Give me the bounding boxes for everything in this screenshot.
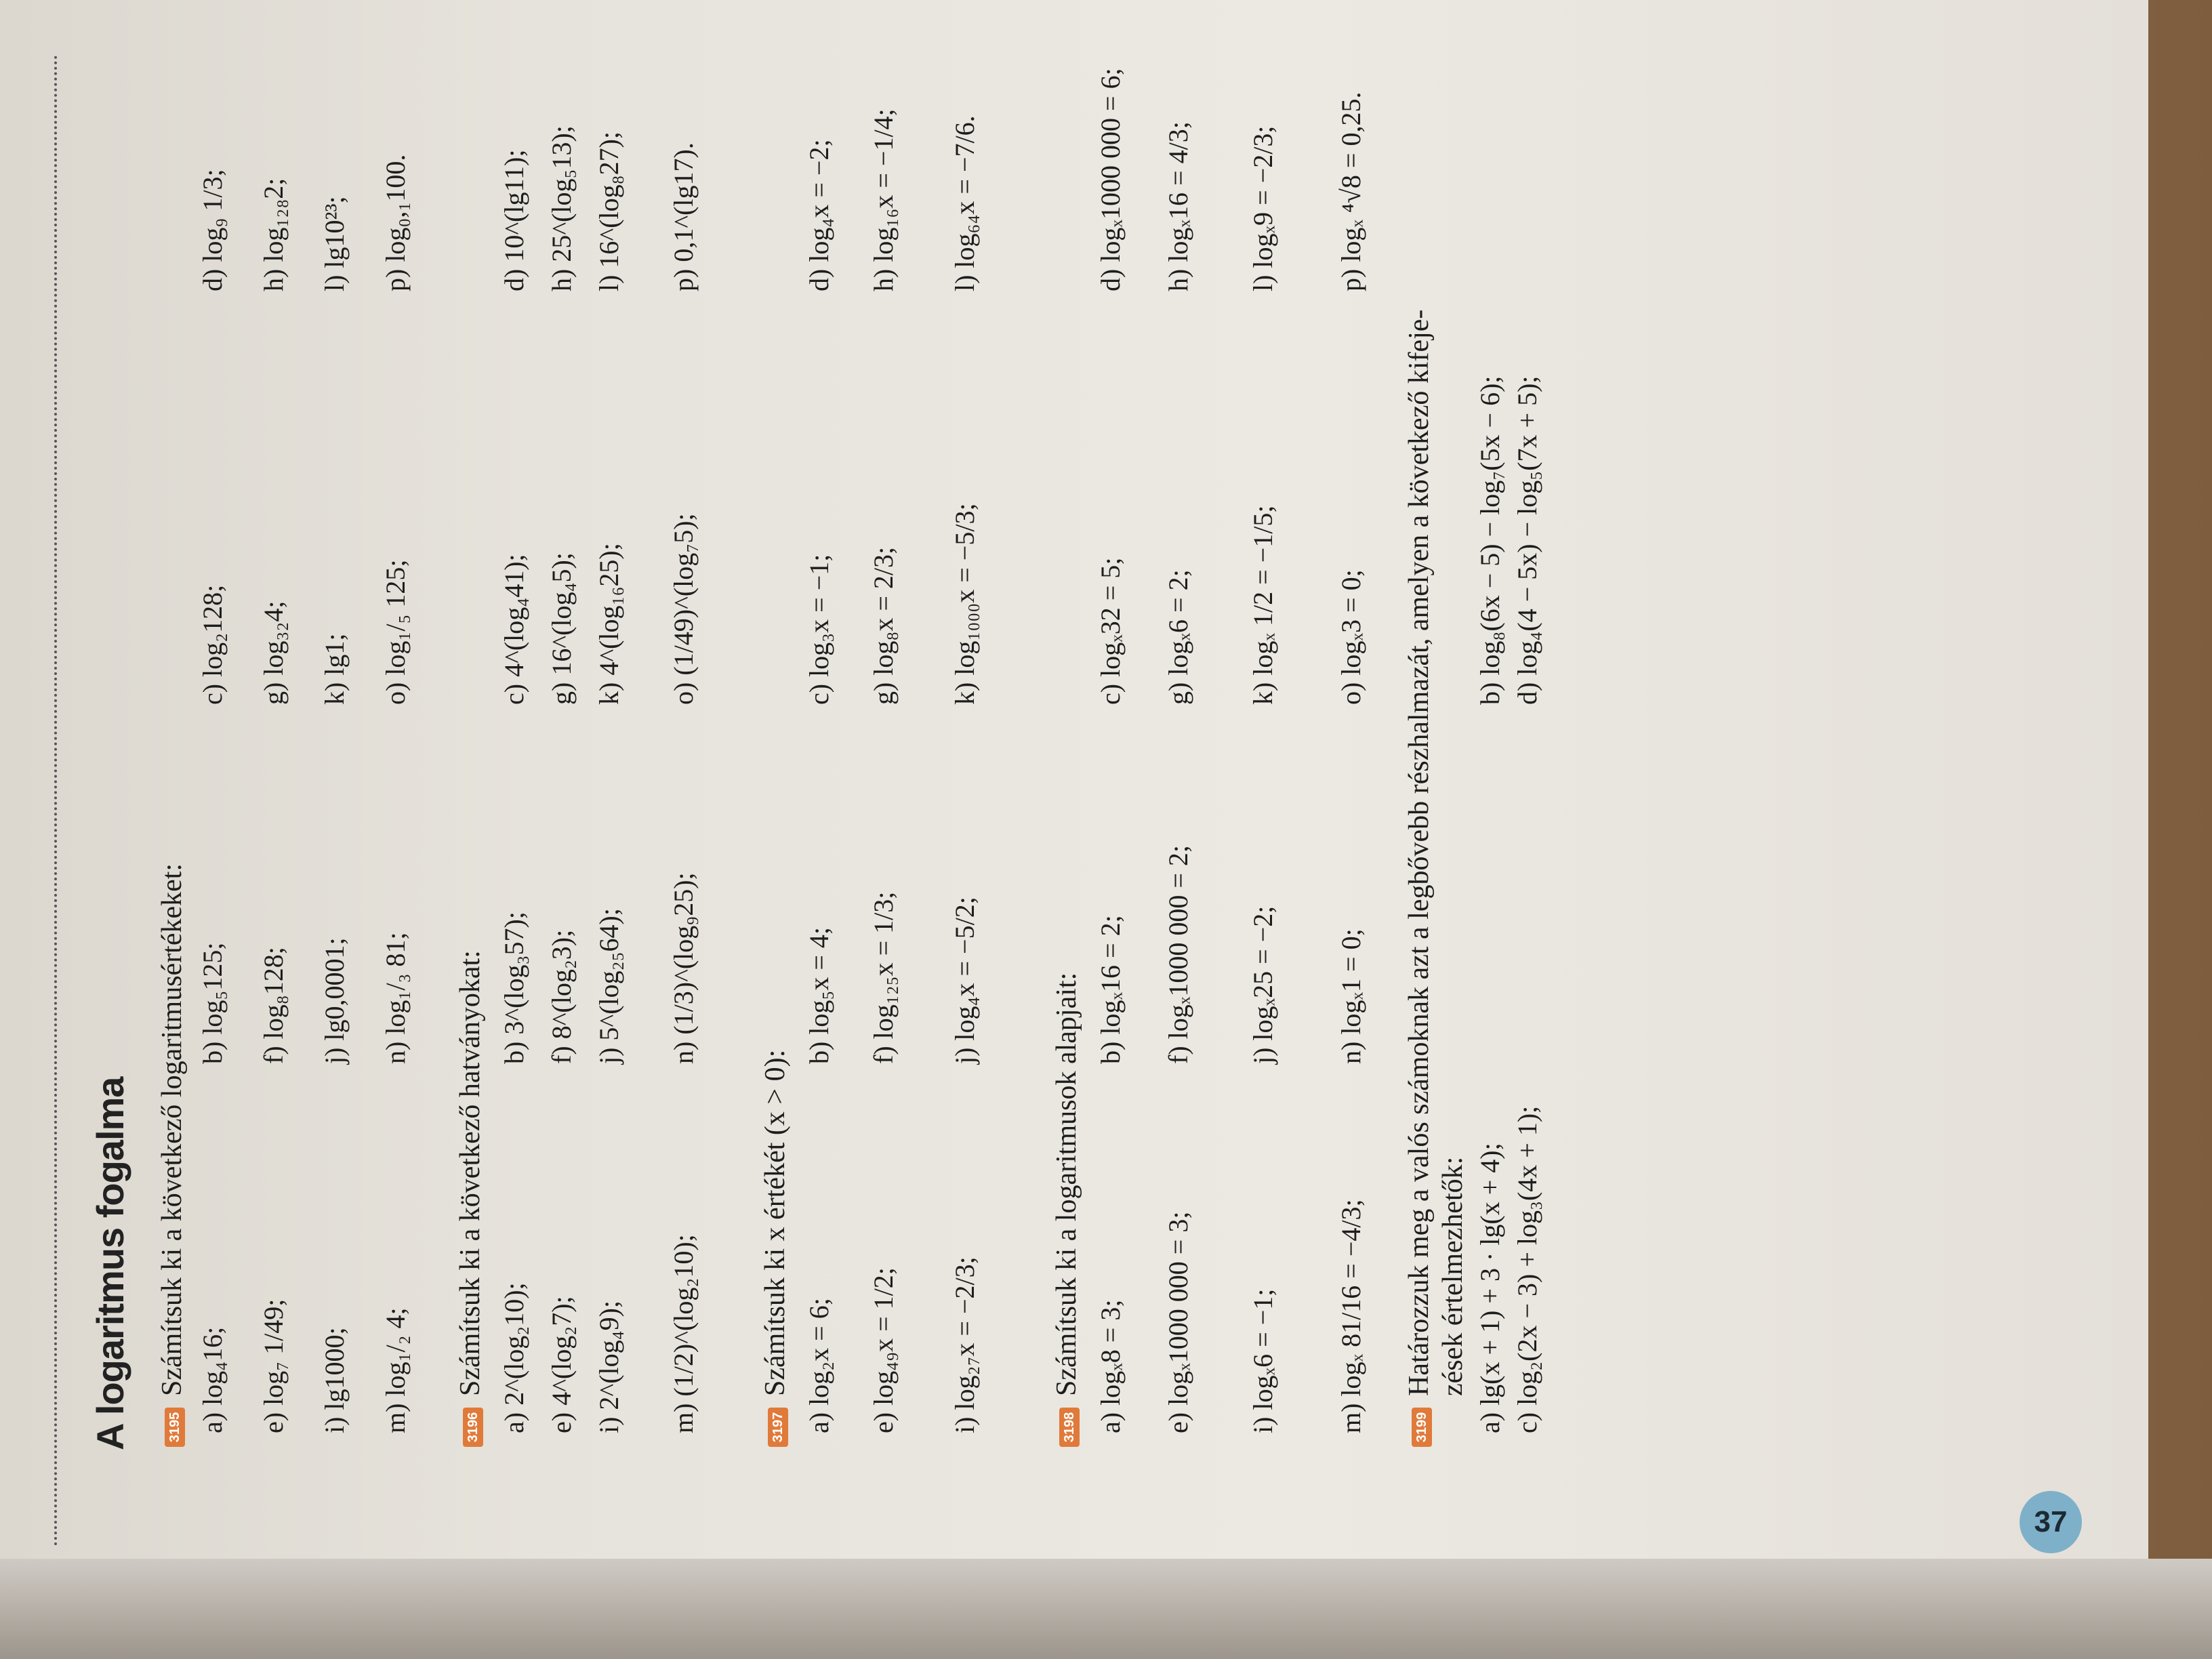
ex3196-item: f) 8^(log₂3);	[546, 929, 577, 1064]
exercise-3199-instruction: Határozzuk meg a valós számoknak azt a legbővebb részhalmazát, amelyen a következő kifeje-	[1404, 309, 1435, 1396]
ex3196-item: g) 16^(log₄5);	[546, 552, 577, 705]
ex3195-item: k) lg1;	[319, 633, 350, 705]
ex3198-item: g) logₓ6 = 2;	[1163, 569, 1193, 705]
ex3198-item: i) logₓ6 = −1;	[1248, 1288, 1278, 1433]
ex3196-item: p) 0,1^(lg17).	[668, 142, 699, 291]
ex3195-item: e) log₇ 1/49;	[258, 1298, 289, 1433]
ex3196-item: i) 2^(log₄9);	[594, 1300, 624, 1433]
top-dotted-rule	[54, 54, 57, 1545]
ex3198-item: n) logₓ1 = 0;	[1336, 928, 1366, 1064]
ex3198-item: e) logₓ1000 000 = 3;	[1163, 1211, 1193, 1433]
ex3198-item: m) logₓ 81/16 = −4/3;	[1336, 1199, 1366, 1433]
ex3196-item: h) 25^(log₅13);	[546, 125, 577, 291]
ex3197-item: l) log₆₄x = −7/6.	[949, 115, 980, 291]
ex3195-item: l) lg10²³;	[319, 196, 350, 291]
ex3199-item: b) log₈(6x − 5) − log₇(5x − 6);	[1475, 375, 1505, 705]
exercise-badge-3195: 3195	[165, 1408, 185, 1447]
page-gutter	[0, 1559, 2212, 1659]
ex3198-item: o) logₓ3 = 0;	[1336, 569, 1366, 705]
ex3196-item: n) (1/3)^(log₉25);	[668, 872, 699, 1064]
ex3195-item: g) log₃₂4;	[258, 600, 289, 705]
ex3197-item: d) log₄x = −2;	[804, 139, 834, 291]
ex3195-item: o) log₁/₅ 125;	[380, 559, 411, 705]
ex3196-item: d) 10^(lg11);	[499, 149, 529, 291]
exercise-badge-3197: 3197	[768, 1408, 788, 1447]
ex3196-item: o) (1/49)^(log₇5);	[668, 513, 699, 705]
ex3195-item: i) lg1000;	[319, 1327, 350, 1433]
ex3198-item: b) logₓ16 = 2;	[1095, 915, 1126, 1064]
ex3196-item: e) 4^(log₂7);	[546, 1296, 577, 1433]
ex3197-item: b) log₅x = 4;	[804, 926, 834, 1064]
ex3197-item: j) log₄x = −5/2;	[949, 897, 980, 1064]
ex3198-item: d) logₓ1000 000 = 6;	[1095, 68, 1126, 291]
ex3197-item: a) log₂x = 6;	[804, 1298, 834, 1433]
ex3195-item: j) lg0,0001;	[319, 937, 350, 1064]
exercise-3199-instruction-cont: zések értelmezhetők:	[1437, 1156, 1469, 1396]
ex3198-item: l) logₓ9 = −2/3;	[1248, 125, 1278, 291]
ex3197-item: e) log₄₉x = 1/2;	[868, 1267, 899, 1433]
ex3196-item: k) 4^(log₁₆25);	[594, 543, 624, 705]
ex3197-item: f) log₁₂₅x = 1/3;	[868, 891, 899, 1064]
ex3195-item: f) log₈128;	[258, 947, 289, 1064]
ex3195-item: p) log₀,₁100.	[380, 154, 411, 291]
ex3196-item: m) (1/2)^(log₂10);	[668, 1234, 699, 1433]
exercise-3196-instruction: Számítsuk ki a következő hatványokat:	[455, 950, 486, 1396]
ex3199-item: a) lg(x + 1) + 3 · lg(x + 4);	[1475, 1143, 1505, 1433]
ex3195-item: a) log₄16;	[197, 1326, 228, 1433]
ex3197-item: h) log₁₆x = −1/4;	[868, 108, 899, 291]
ex3198-item: c) logₓ32 = 5;	[1095, 557, 1126, 705]
ex3199-item: c) log₂(2x − 3) + log₃(4x + 1);	[1512, 1105, 1542, 1433]
page-number: 37	[2020, 1491, 2082, 1553]
ex3198-item: h) logₓ16 = 4/3;	[1163, 121, 1193, 291]
exercise-3195-instruction: Számítsuk ki a következő logaritmusértékeket:	[157, 863, 188, 1396]
ex3197-item: c) log₃x = −1;	[804, 554, 834, 705]
exercise-3197-instruction: Számítsuk ki x értékét (x > 0):	[760, 1049, 791, 1396]
ex3195-item: b) log₅125;	[197, 942, 228, 1064]
ex3195-item: c) log₂128;	[197, 584, 228, 705]
ex3195-item: h) log₁₂₈2;	[258, 178, 289, 291]
ex3196-item: b) 3^(log₃57);	[499, 912, 529, 1064]
exercise-badge-3198: 3198	[1059, 1408, 1080, 1447]
ex3196-item: a) 2^(log₂10);	[499, 1282, 529, 1433]
ex3195-item: n) log₁/₃ 81;	[380, 932, 411, 1064]
section-title: A logaritmus fogalma	[89, 1077, 131, 1450]
ex3198-item: p) logₓ ⁴√8 = 0,25.	[1336, 91, 1366, 291]
ex3197-item: g) log₈x = 2/3;	[868, 546, 899, 705]
exercise-badge-3196: 3196	[463, 1408, 483, 1447]
ex3195-item: m) log₁/₂ 4;	[380, 1307, 411, 1433]
ex3198-item: j) logₓ25 = −2;	[1248, 905, 1278, 1064]
ex3198-item: a) logₓ8 = 3;	[1095, 1299, 1126, 1433]
ex3195-item: d) log₉ 1/3;	[197, 169, 228, 291]
ex3198-item: k) logₓ 1/2 = −1/5;	[1248, 505, 1278, 705]
ex3196-item: j) 5^(log₂₅64);	[594, 908, 624, 1064]
ex3198-item: f) logₓ1000 000 = 2;	[1163, 844, 1193, 1064]
exercise-badge-3199: 3199	[1412, 1408, 1432, 1447]
ex3197-item: k) log₁₀₀₀x = −5/3;	[949, 503, 980, 705]
ex3196-item: l) 16^(log₈27);	[594, 131, 624, 291]
ex3196-item: c) 4^(log₄41);	[499, 554, 529, 705]
exercise-3198-instruction: Számítsuk ki a logaritmusok alapjait:	[1051, 972, 1082, 1396]
ex3199-item: d) log₄(4 − 5x) − log₅(7x + 5);	[1512, 375, 1542, 705]
ex3197-item: i) log₂₇x = −2/3;	[949, 1256, 980, 1433]
